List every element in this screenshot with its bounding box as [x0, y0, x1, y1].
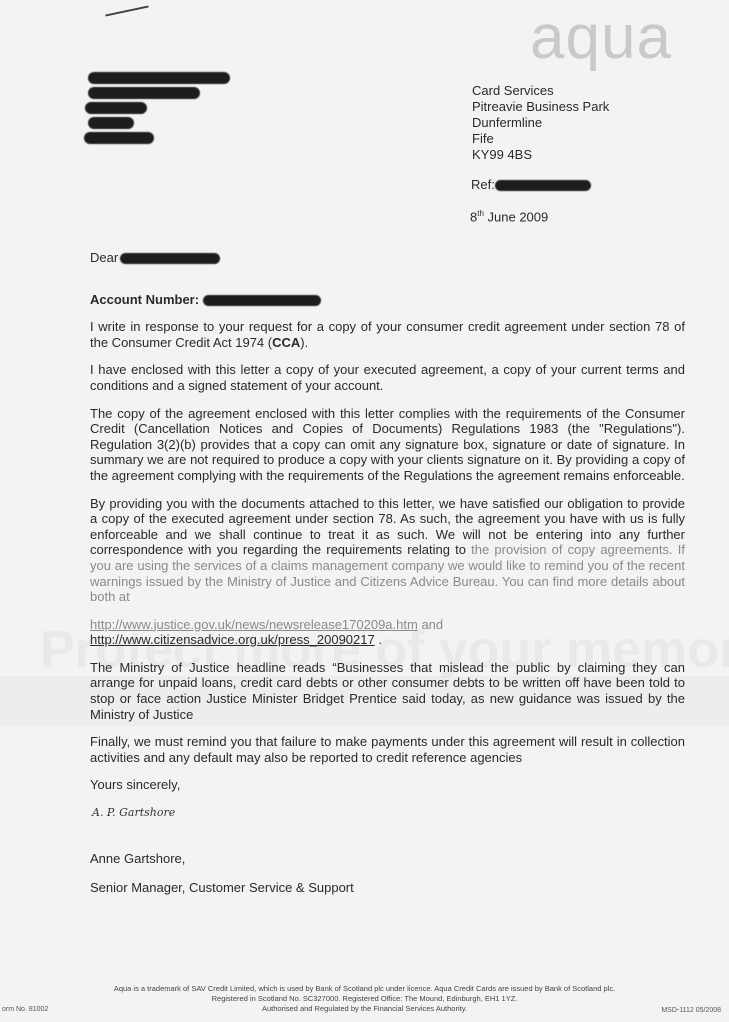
pen-mark — [105, 5, 148, 16]
redaction-bar — [85, 102, 147, 114]
link-trailing: . — [374, 632, 382, 648]
address-line: Dunfermline — [472, 115, 543, 130]
valediction: Yours sincerely, — [90, 777, 181, 793]
p1-bold: CCA — [272, 334, 301, 350]
redaction-bar — [88, 117, 134, 129]
citizens-advice-link[interactable]: http://www.citizensadvice.org.uk/press_20090217 — [90, 632, 375, 648]
address-line: Pitreavie Business Park — [472, 99, 610, 114]
address-line: Card Services — [472, 83, 554, 98]
greeting-text: Dear — [90, 250, 119, 265]
account-number — [90, 292, 685, 308]
footer-line-2: Registered in Scotland No. SC327000. Registered Office: The Mound, Edinburgh, EH1 1YZ. — [211, 994, 518, 1003]
links-block — [90, 617, 685, 648]
reference — [471, 177, 591, 192]
signatory-title: Senior Manager, Customer Service & Support — [90, 880, 354, 896]
form-number: orm No. 81002 — [2, 1006, 49, 1013]
footer-line-3: Authorised and Regulated by the Financial Services Authority. — [262, 1004, 467, 1013]
link-and: and — [417, 616, 444, 632]
paragraph-1 — [90, 319, 685, 350]
aqua-logo: aqua — [530, 3, 672, 72]
date-suffix: th — [477, 209, 484, 218]
letter-body — [90, 250, 685, 908]
msd-code: MSD-1112 05/2008 — [661, 1007, 721, 1014]
signature: A. P. Gartshore — [92, 806, 176, 820]
p4-faded-text: the provision of copy agreements. If you are using the services of a claims management company we would like to remind you of the recent warnings issued by the Ministry of Justice and Citizens Advice Bureau. You can find more details about both at — [90, 542, 685, 605]
reference-redacted — [495, 180, 591, 191]
justice-link[interactable]: http://www.justice.gov.uk/news/newsrelease170209a.htm — [90, 616, 418, 632]
greeting — [90, 250, 685, 266]
reference-label: Ref: — [471, 177, 495, 192]
letter-date — [470, 209, 548, 224]
redaction-bar — [88, 72, 230, 84]
sender-address — [472, 83, 609, 163]
signatory-name: Anne Gartshore, — [90, 850, 186, 866]
paragraph-4 — [90, 496, 685, 605]
redaction-bar — [88, 87, 200, 99]
paragraph-6: Finally, we must remind you that failure to make payments under this agreement will result in collection activities and any default may also be reported to credit reference agencies — [90, 734, 685, 765]
paragraph-5: The Ministry of Justice headline reads “Businesses that mislead the public by claiming they can arrange for unpaid loans, credit card debts or other consumer debts to be written off have been told to stop or face action Justice Minister Bridget Prentice said today, as new guidance was issued by the Ministry of Justice — [90, 659, 685, 722]
address-line: Fife — [472, 131, 494, 146]
closing — [90, 777, 685, 895]
date-day: 8 — [470, 209, 478, 225]
greeting-name-redacted — [120, 253, 220, 264]
recipient-address-redacted — [88, 72, 230, 147]
date-rest: June 2009 — [483, 209, 549, 225]
p4-text: By providing you with the documents attached to this letter, we have satisfied our obligation to provide a copy of the executed agreement under section 78. As such, the agreement you have with us is fully enforceable and we shall continue to treat it as such. We will not be entering into any further correspondence with you regarding the requirements relating to — [90, 495, 685, 558]
footer-line-1: Aqua is a trademark of SAV Credit Limited, which is used by Bank of Scotland plc under licence. Aqua Credit Cards are issued by Bank of Scotland plc. — [113, 984, 616, 993]
paragraph-3: The copy of the agreement enclosed with this letter complies with the requirements of the Consumer Credit (Cancellation Notices and Copies of Documents) Regulations 1983 (the "Regulations"). Regulation 3(2)(b) provides that a copy can omit any signature box, signature or date of signature. In summary we are not required to produce a copy with your clients signature on it. By providing a copy of the agreement complying with the requirements of the Regulations the agreement remains enforceable. — [90, 405, 685, 483]
account-label: Account Number: — [90, 291, 200, 307]
footer — [0, 984, 729, 1014]
redaction-bar — [84, 132, 154, 144]
p1-end: ). — [300, 334, 309, 350]
account-number-redacted — [203, 295, 321, 306]
address-line: KY99 4BS — [472, 147, 532, 162]
p1-text: I write in response to your request for a copy of your consumer credit agreement under section 78 of the Consumer Credit Act 1974 ( — [90, 319, 685, 350]
paragraph-2: I have enclosed with this letter a copy of your executed agreement, a copy of your current terms and conditions and a signed statement of your account. — [90, 362, 685, 393]
